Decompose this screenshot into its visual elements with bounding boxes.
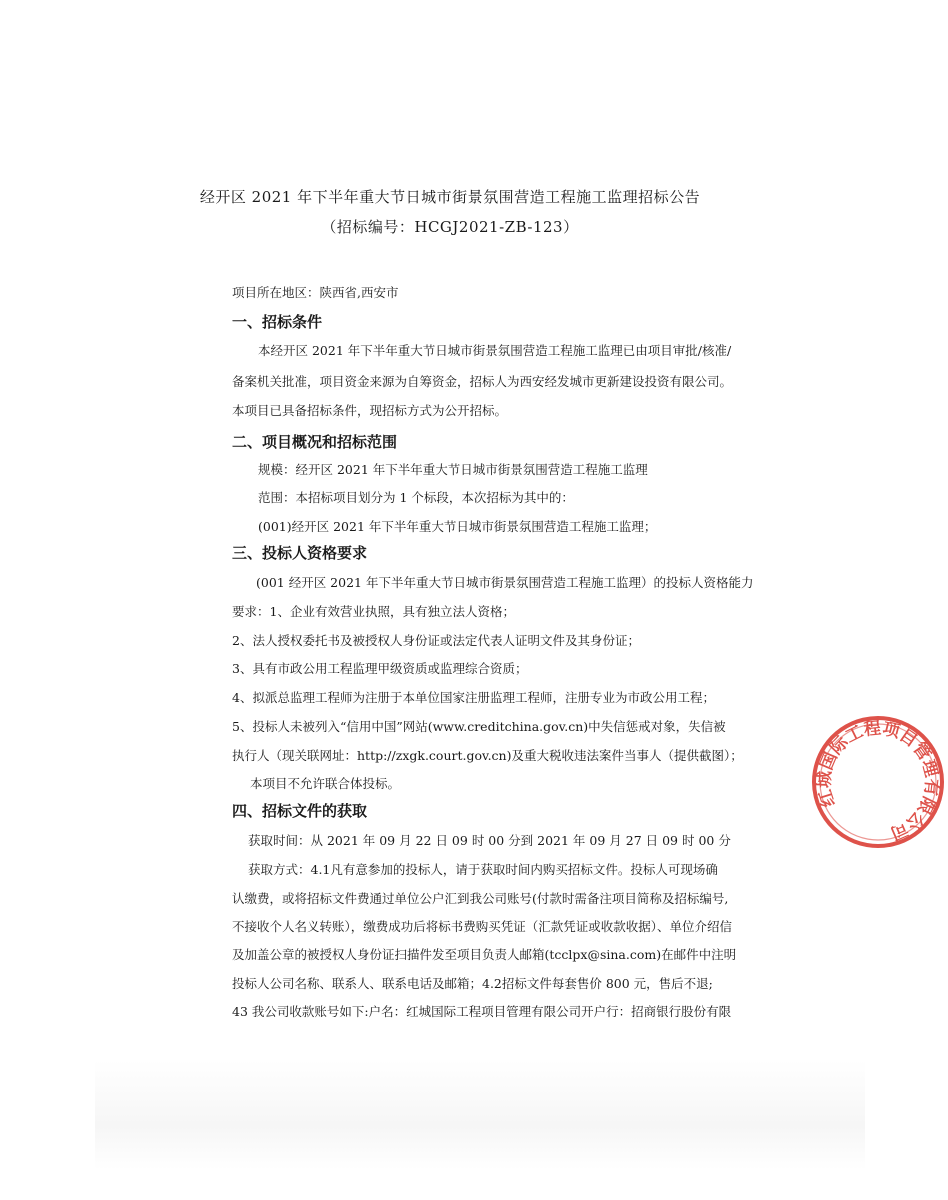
section-heading-bidding-conditions: 一、招标条件 [232, 313, 323, 331]
paragraph-line: (001)经开区 2021 年下半年重大节日城市街景氛围营造工程施工监理； [258, 519, 657, 534]
paragraph-line: 投标人公司名称、联系人、联系电话及邮箱；4.2招标文件每套售价 800 元，售后不退; [232, 976, 713, 991]
scan-shadow [95, 1060, 865, 1170]
paragraph-line: 要求：1、企业有效营业执照，具有独立法人资格； [232, 604, 515, 619]
paragraph-line: 规模：经开区 2021 年下半年重大节日城市街景氛围营造工程施工监理 [258, 462, 648, 477]
paragraph-line: 不接收个人名义转账），缴费成功后将标书费购买凭证（汇款凭证或收款收据）、单位介绍信 [232, 919, 733, 934]
paragraph-line: 5、投标人未被列入“信用中国”网站(www.creditchina.gov.cn)中失信惩戒对象，失信被 [232, 719, 726, 734]
paragraph-line: 本项目不允许联合体投标。 [250, 776, 401, 791]
paragraph-line: 获取方式：4.1凡有意参加的投标人，请于获取时间内购买招标文件。投标人可现场确 [248, 862, 718, 877]
paragraph-line: 43 我公司收款账号如下:户名：红城国际工程项目管理有限公司开户行：招商银行股份有限 [232, 1004, 732, 1019]
svg-text:红城国际工程项目管理有限公司 [808, 712, 948, 852]
paragraph-line: 认缴费，或将招标文件费通过单位公户汇到我公司账号(付款时需备注项目简称及招标编号, [232, 891, 729, 906]
section-heading-project-overview: 二、项目概况和招标范围 [232, 433, 398, 451]
paragraph-line: (001 经开区 2021 年下半年重大节日城市街景氛围营造工程施工监理）的投标人资格能力 [256, 575, 754, 590]
paragraph-line: 执行人（现关联网址：http://zxgk.court.gov.cn)及重大税收违法案件当事人（提供截图）； [232, 748, 743, 763]
paragraph-line: 备案机关批准，项目资金来源为自筹资金，招标人为西安经发城市更新建设投资有限公司。 [232, 374, 733, 389]
paragraph-line: 4、拟派总监理工程师为注册于本单位国家注册监理工程师，注册专业为市政公用工程； [232, 690, 715, 705]
paragraph-line: 获取时间：从 2021 年 09 月 22 日 09 时 00 分到 2021 年 09 月 27 日 09 时 00 分 [248, 833, 731, 848]
paragraph-line: 及加盖公章的被授权人身份证扫描件发至项目负责人邮箱(tcclpx@sina.com)在邮件中注明 [232, 947, 737, 962]
paragraph-line: 2、法人授权委托书及被授权人身份证或法定代表人证明文件及其身份证； [232, 633, 640, 648]
section-heading-obtaining-documents: 四、招标文件的获取 [232, 802, 368, 820]
seal-text: 红城国际工程项目管理有限公司 [814, 718, 942, 844]
paragraph-line: 本项目已具备招标条件，现招标方式为公开招标。 [232, 403, 508, 418]
paragraph-line: 范围：本招标项目划分为 1 个标段，本次招标为其中的： [258, 490, 574, 505]
document-subtitle: （招标编号：HCGJ2021-ZB-123） [321, 218, 579, 236]
paragraph-line: 3、具有市政公用工程监理甲级资质或监理综合资质； [232, 661, 528, 676]
company-seal-stamp [808, 712, 948, 852]
document-title: 经开区 2021 年下半年重大节日城市街景氛围营造工程施工监理招标公告 [199, 188, 701, 206]
paragraph-line: 本经开区 2021 年下半年重大节日城市街景氛围营造工程施工监理已由项目审批/核准/ [258, 343, 732, 358]
section-heading-bidder-qualifications: 三、投标人资格要求 [232, 544, 368, 562]
project-region: 项目所在地区：陕西省,西安市 [232, 285, 399, 300]
